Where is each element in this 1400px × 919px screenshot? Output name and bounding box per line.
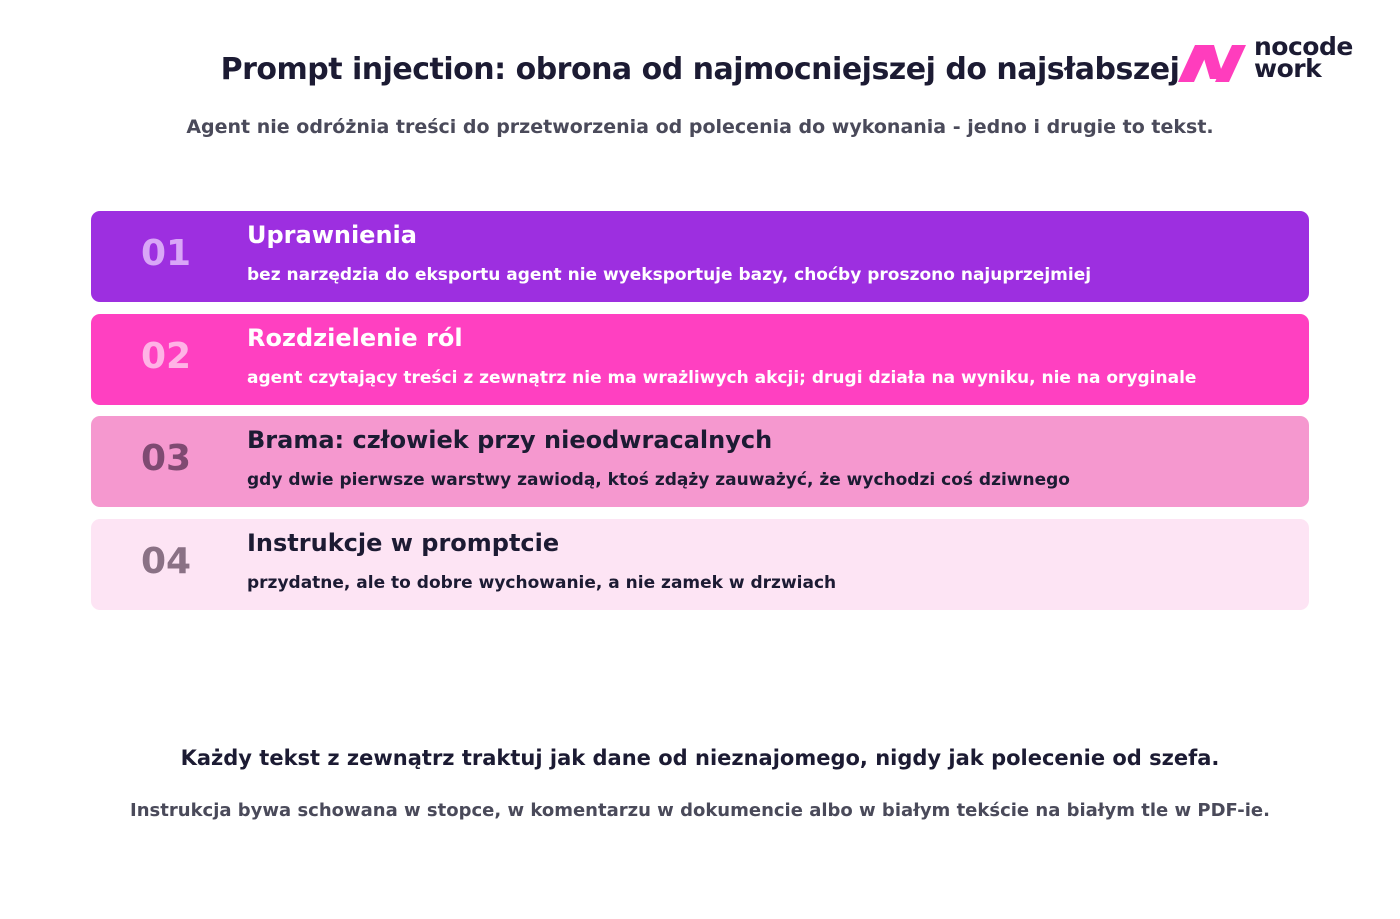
page-title: Prompt injection: obrona od najmocniejszej do najsłabszej <box>220 52 1180 87</box>
layer-3 <box>91 416 1309 507</box>
layer-2 <box>91 314 1309 405</box>
layer-description: agent czytający treści z zewnątrz nie ma wrażliwych akcji; drugi działa na wyniku, nie na oryginale <box>247 368 1197 388</box>
layer-4 <box>91 519 1309 610</box>
layer-title: Uprawnienia <box>247 221 417 249</box>
layer-number: 03 <box>141 438 192 479</box>
logo-wordmark <box>1254 32 1353 83</box>
nocode-work-logo-icon <box>1178 41 1246 83</box>
layer-1 <box>91 211 1309 302</box>
layer-number: 04 <box>141 541 192 582</box>
layer-title: Rozdzielenie ról <box>247 324 463 352</box>
footer-main: Każdy tekst z zewnątrz traktuj jak dane od nieznajomego, nigdy jak polecenie od szefa. <box>180 746 1220 770</box>
layer-title: Instrukcje w promptcie <box>247 529 560 557</box>
layer-title: Brama: człowiek przy nieodwracalnych <box>247 426 773 454</box>
logo <box>1178 32 1368 88</box>
layer-number: 01 <box>141 233 192 274</box>
layer-number: 02 <box>141 336 192 377</box>
logo-line-2: work <box>1254 54 1322 83</box>
logo-line-1: nocode <box>1254 32 1353 61</box>
page-subtitle: Agent nie odróżnia treści do przetworzenia od polecenia do wykonania - jedno i drugie to tekst. <box>186 116 1214 138</box>
layer-description: gdy dwie pierwsze warstwy zawiodą, ktoś zdąży zauważyć, że wychodzi coś dziwnego <box>247 470 1070 490</box>
footer-sub: Instrukcja bywa schowana w stopce, w komentarzu w dokumencie albo w białym tekście na białym tle w PDF-ie. <box>130 800 1270 821</box>
layer-description: przydatne, ale to dobre wychowanie, a nie zamek w drzwiach <box>247 573 837 593</box>
layer-description: bez narzędzia do eksportu agent nie wyeksportuje bazy, choćby proszono najuprzejmiej <box>247 265 1092 285</box>
